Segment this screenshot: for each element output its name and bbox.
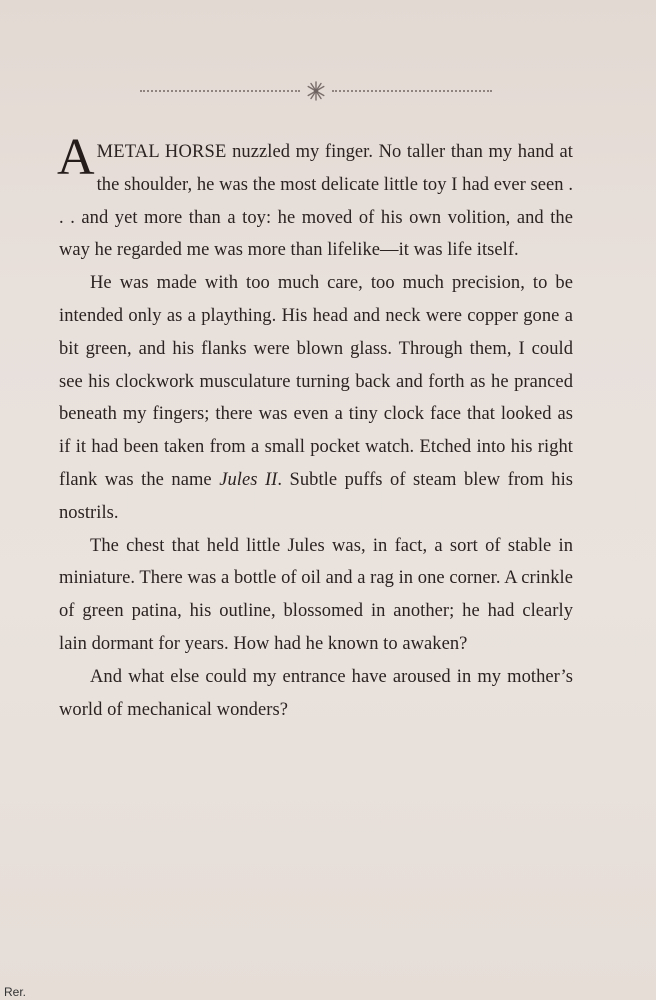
paragraph-2 <box>59 267 573 529</box>
paragraph-1-text: nuzzled my finger. No taller than my hand at the shoulder, he was the most delicate little toy I had ever seen . . . and yet more than a toy: he moved of his own volition, and the way he regarded me was more than lifelike—it was life itself. <box>59 142 573 261</box>
body-text <box>57 129 574 726</box>
paragraph-2-text-after: . Subtle puffs of steam blew from his nostrils. <box>59 469 574 523</box>
paragraph-2-text-before: He was made with too much care, too much precision, to be intended only as a plaything. His head and neck were copper gone a bit green, and his flanks were blown glass. Through them, I could see his clockwork musculature turning back and forth as he pranced beneath my fingers; there was even a tiny clock face that looked as if it had been taken from a small pocket watch. Etched into his right flank was the name <box>59 273 573 490</box>
asterisk-star-icon <box>303 78 329 104</box>
horse-name-italic: Jules II <box>219 469 278 490</box>
ornament-line-right <box>332 90 492 92</box>
drop-cap: A <box>57 129 95 186</box>
paragraph-3-text: The chest that held little Jules was, in fact, a sort of stable in miniature. There was a bottle of oil and a rag in one corner. A crinkle of green patina, his outline, blossomed in another; he had clearly lain dormant for years. How had he known to awaken? <box>59 535 573 654</box>
paragraph-4-text: And what else could my entrance have aroused in my mother’s world of mechanical wonders? <box>59 666 573 720</box>
paragraph-4 <box>59 661 573 727</box>
paragraph-1 <box>57 129 573 267</box>
corner-label: Rer. <box>4 985 27 999</box>
paragraph-3 <box>59 530 573 661</box>
ornament-line-left <box>140 90 300 92</box>
section-ornament <box>140 78 492 104</box>
lead-in-small-caps: METAL HORSE <box>96 142 227 162</box>
